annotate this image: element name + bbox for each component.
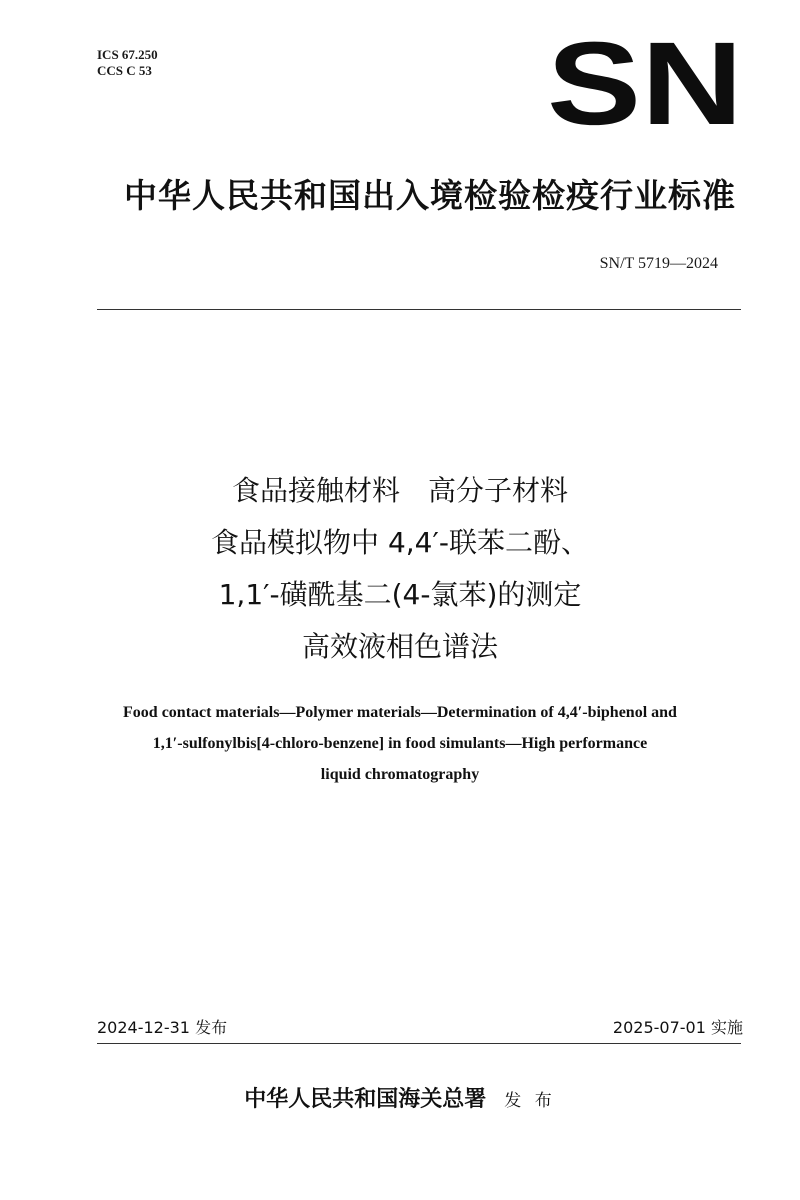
sn-logo (545, 36, 745, 131)
english-title (60, 697, 740, 790)
ccs-code: CCS C 53 (97, 63, 152, 78)
implementation-date: 2025-07-01 实施 (612, 1018, 743, 1037)
english-title-line-3: liquid chromatography (320, 766, 480, 783)
ics-code: ICS 67.250 (97, 47, 158, 62)
chinese-title-line-1: 食品接触材料 高分子材料 (231, 474, 568, 507)
english-title-line-2: 1,1′-sulfonylbis[4-chloro-benzene] in food simulants—High performance (152, 735, 648, 752)
chinese-title-line-4: 高效液相色谱法 (301, 630, 498, 663)
sn-logo-text: SN (547, 36, 743, 131)
chinese-title-line-2: 食品模拟物中 4,4′-联苯二酚、 (211, 526, 589, 559)
organization-title: 中华人民共和国出入境检验检疫行业标准 (124, 176, 736, 215)
classification-codes (97, 47, 158, 79)
header-divider (97, 309, 741, 310)
chinese-title (80, 465, 720, 673)
english-title-line-1: Food contact materials—Polymer materials—Determination of 4,4′-biphenol and (123, 704, 677, 721)
publisher (0, 1082, 800, 1113)
issue-date: 2024-12-31 发布 (97, 1018, 228, 1037)
publisher-suffix: 发 布 (504, 1091, 556, 1111)
standard-number: SN/T 5719—2024 (599, 255, 718, 272)
publisher-name: 中华人民共和国海关总署 (244, 1086, 487, 1112)
footer-divider (97, 1043, 741, 1044)
chinese-title-line-3: 1,1′-磺酰基二(4-氯苯)的测定 (218, 578, 582, 611)
